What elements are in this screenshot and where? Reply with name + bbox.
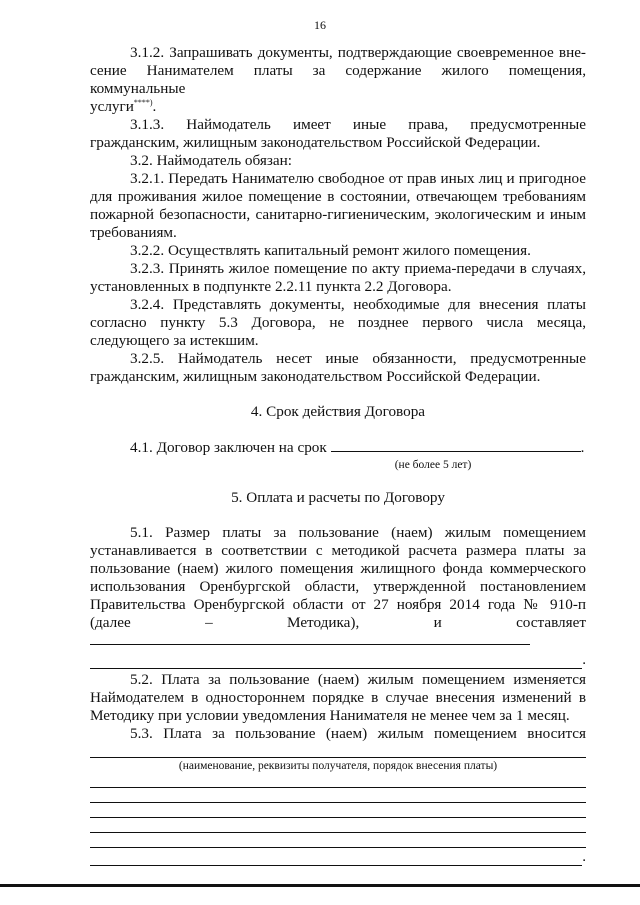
clause-5-1-text: 5.1. Размер платы за пользование (наем) жилым помещением устанавливается в соответствии с методикой расчета размера платы за пользование (наем) жилого помещения жилищного фонда коммерческого использования Оренбургской области, утвержденной постановлением Правительства Оренбургской области от 27 ноября 2014 года № 910-п (далее – Методика), и составляет [90,524,586,631]
clause-3-2-2: 3.2.2. Осуществлять капитальный ремонт жилого помещения. [130,242,531,259]
clause-3-2-3: 3.2.3. Принять жилое помещение по акту приема-передачи в случаях, установленных в подпункте 2.2.11 пункта 2.2 Договора. [90,260,586,295]
clause-3-1-2-period: . [152,98,157,115]
payee-field-line-1[interactable] [90,743,586,758]
clause-5-3-period: . [582,848,586,865]
payee-field-line-6[interactable] [90,833,586,848]
payee-field-line-4[interactable] [90,803,586,818]
page-number: 16 [314,18,326,32]
clause-3-1-2-line-1: 3.1.2. Запрашивать документы, подтверждающие своевременное вне- [130,44,586,61]
section-4-title: 4. Срок действия Договора [250,403,426,420]
clause-3-2-5: 3.2.5. Наймодатель несет иные обязанности, предусмотренные гражданским, жилищным законодательством Российской Федерации. [90,350,586,385]
clause-5-3: 5.3. Плата за пользование (наем) жилым помещением вносится [130,725,586,742]
clause-3-2: 3.2. Наймодатель обязан: [130,152,292,169]
term-field-hint: (не более 5 лет) [394,459,472,471]
payee-field-line-5[interactable] [90,818,586,833]
payee-field-last-row [90,848,586,866]
document-body [90,44,586,866]
clause-5-1 [90,524,586,650]
bottom-rule [0,884,640,887]
clause-3-1-2-line-2: сение Нанимателем платы за содержание жилого помещения, коммунальные [90,62,586,97]
clause-3-1-2-line-3 [90,98,586,116]
rent-amount-line-2 [90,651,586,669]
section-5-title: 5. Оплата и расчеты по Договору [231,489,445,506]
payee-field-line-3[interactable] [90,788,586,803]
clause-3-1-3: 3.1.3. Наймодатель имеет иные права, предусмотренные гражданским, жилищным законодательством Российской Федерации. [90,116,586,151]
clause-4-1 [90,439,586,457]
clause-4-1-text: 4.1. Договор заключен на срок [130,439,327,456]
clause-5-2: 5.2. Плата за пользование (наем) жилым помещением изменяется Наймодателем в одностороннем порядке в случае внесения изменений в Методику при условии уведомления Нанимателя не менее чем за 1 месяц. [90,671,586,724]
payee-field-line-7[interactable] [90,851,582,866]
rent-amount-field-continuation[interactable] [90,654,582,669]
payee-field-line-2[interactable] [90,773,586,788]
footnote-marker: ****) [133,97,153,107]
term-field[interactable] [331,451,581,452]
clause-3-2-1: 3.2.1. Передать Нанимателю свободное от прав иных лиц и пригодное для проживания жилое помещение в состоянии, отвечающем требованиям пожарной безопасности, санитарно-гигиеническим, экологическим и иным требованиям. [90,170,586,241]
clause-4-1-period: . [580,439,585,456]
rent-amount-field[interactable] [90,644,530,645]
clause-5-1-period: . [582,651,586,668]
clause-3-2-4: 3.2.4. Представлять документы, необходимые для внесения платы согласно пункту 5.3 Договора, не позднее первого числа месяца, следующего за истекшим. [90,296,586,349]
payee-field-hint: (наименование, реквизиты получателя, порядок внесения платы) [178,760,498,772]
clause-3-1-2-tail-text: услуги [90,98,134,115]
